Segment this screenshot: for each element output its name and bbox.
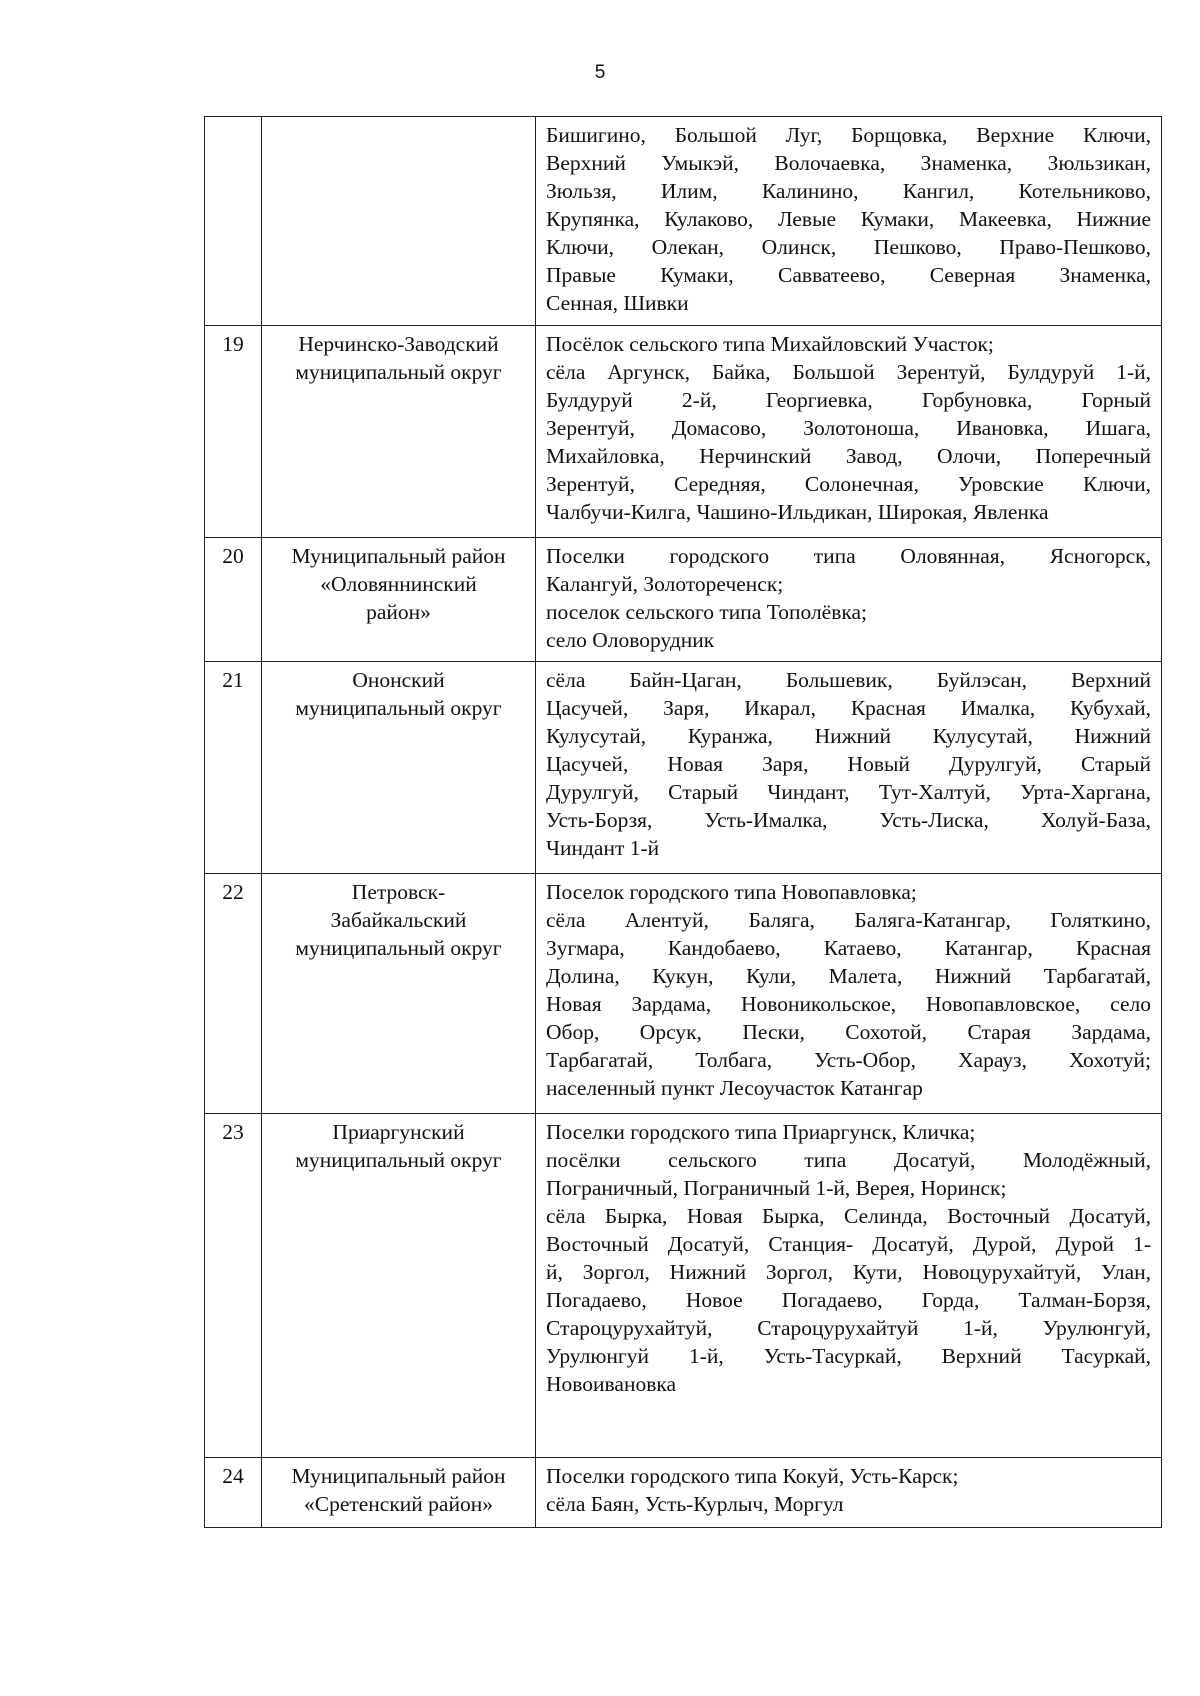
row-number: 20 (205, 538, 262, 662)
settlements-line: Поселки городского типа Приаргунск, Кличка; (546, 1120, 976, 1144)
settlements-line: Михайловка, Нерчинский Завод, Олочи, Поперечный (546, 444, 1151, 468)
table-row (205, 538, 1162, 662)
settlements-line: Крупянка, Кулаково, Левые Кумаки, Макеевка, Нижние (546, 207, 1151, 231)
municipality-name-line: муниципальный округ (295, 1148, 502, 1172)
settlements-line: Булдуруй 2-й, Георгиевка, Горбуновка, Горный (546, 388, 1151, 412)
municipality-name-line: «Оловяннинский (320, 572, 477, 596)
settlements-line: Цасучей, Новая Заря, Новый Дурулгуй, Старый (546, 752, 1151, 776)
row-number: 22 (205, 874, 262, 1114)
settlements-line: Погадаево, Новое Погадаево, Горда, Талман-Борзя, (546, 1288, 1151, 1312)
municipality-name (262, 662, 536, 874)
municipality-name-line: Петровск- (351, 880, 446, 904)
settlements-line: сёла Аргунск, Байка, Большой Зерентуй, Булдуруй 1-й, (546, 360, 1151, 384)
municipality-name (262, 538, 536, 662)
settlements-line: Посёлок сельского типа Михайловский Участок; (546, 332, 994, 356)
municipality-name-line: муниципальный округ (295, 696, 502, 720)
municipality-name-line: Ононский (352, 668, 445, 692)
settlements-list (536, 538, 1162, 662)
settlements-line: Урулюнгуй 1-й, Усть-Тасуркай, Верхний Тасуркай, (546, 1344, 1151, 1368)
settlements-line: й, Зоргол, Нижний Зоргол, Кути, Новоцурухайтуй, Улан, (546, 1260, 1151, 1284)
settlements-line: поселок сельского типа Тополёвка; (546, 600, 867, 624)
municipality-name (262, 1458, 536, 1528)
settlements-line: Зерентуй, Середняя, Солонечная, Уровские Ключи, (546, 472, 1151, 496)
table-row (205, 874, 1162, 1114)
settlements-line: Чалбучи-Килга, Чашино-Ильдикан, Широкая, Явленка (546, 500, 1049, 524)
settlements-line: село Оловорудник (546, 628, 715, 652)
settlements-line: посёлки сельского типа Досатуй, Молодёжный, (546, 1148, 1151, 1172)
settlements-line: Зерентуй, Домасово, Золотоноша, Ивановка, Ишага, (546, 416, 1151, 440)
settlements-line: Зюльзя, Илим, Калинино, Кангил, Котельниково, (546, 179, 1151, 203)
municipality-name-line: Муниципальный район (291, 544, 506, 568)
settlements-line: Новая Зардама, Новоникольское, Новопавловское, село (546, 992, 1151, 1016)
settlements-line: Кулусутай, Куранжа, Нижний Кулусутай, Нижний (546, 724, 1151, 748)
municipality-name-line: Приаргунский (332, 1120, 465, 1144)
settlements-line: Восточный Досатуй, Станция- Досатуй, Дурой, Дурой 1- (546, 1232, 1151, 1256)
settlements-line: Новоивановка (546, 1372, 677, 1396)
settlements-line: Сенная, Шивки (546, 291, 689, 315)
row-number: 23 (205, 1114, 262, 1458)
settlements-line: Долина, Кукун, Кули, Малета, Нижний Тарбагатай, (546, 964, 1151, 988)
municipality-name-line: муниципальный округ (295, 360, 502, 384)
settlements-line: Чиндант 1-й (546, 836, 660, 860)
settlements-line: Тарбагатай, Толбага, Усть-Обор, Харауз, Хохотуй; (546, 1048, 1151, 1072)
settlements-line: Поселок городского типа Новопавловка; (546, 880, 917, 904)
page-number: 5 (594, 62, 606, 83)
table-row (205, 117, 1162, 326)
municipality-name-line: Муниципальный район (291, 1464, 506, 1488)
settlements-line: Бишигино, Большой Луг, Борщовка, Верхние Ключи, (546, 123, 1151, 147)
settlements-line: Пограничный, Пограничный 1-й, Верея, Норинск; (546, 1176, 1007, 1200)
table-row (205, 1114, 1162, 1458)
municipality-name-line: Забайкальский (330, 908, 467, 932)
settlements-list (536, 1114, 1162, 1458)
settlements-line: населенный пункт Лесоучасток Катангар (546, 1076, 923, 1100)
settlements-line: Поселки городского типа Кокуй, Усть-Карск; (546, 1464, 959, 1488)
settlements-line: сёла Бырка, Новая Бырка, Селинда, Восточный Досатуй, (546, 1204, 1151, 1228)
settlements-line: Староцурухайтуй, Староцурухайтуй 1-й, Урулюнгуй, (546, 1316, 1151, 1340)
settlements-line: Усть-Борзя, Усть-Ималка, Усть-Лиска, Холуй-База, (546, 808, 1151, 832)
settlements-list (536, 326, 1162, 538)
settlements-line: сёла Баян, Усть-Курлыч, Моргул (546, 1492, 844, 1516)
settlements-line: сёла Алентуй, Баляга, Баляга-Катангар, Голяткино, (546, 908, 1151, 932)
settlements-list (536, 1458, 1162, 1528)
settlements-table (204, 116, 1162, 1528)
row-number: 19 (205, 326, 262, 538)
municipality-name (262, 117, 536, 326)
settlements-line: Зугмара, Кандобаево, Катаево, Катангар, Красная (546, 936, 1151, 960)
municipality-name (262, 874, 536, 1114)
municipality-name (262, 1114, 536, 1458)
settlements-list (536, 662, 1162, 874)
municipality-name-line: «Сретенский район» (303, 1492, 493, 1516)
table-row (205, 662, 1162, 874)
settlements-line: сёла Байн-Цаган, Большевик, Буйлэсан, Верхний (546, 668, 1151, 692)
settlements-line: Дурулгуй, Старый Чиндант, Тут-Халтуй, Урта-Харгана, (546, 780, 1151, 804)
settlements-list (536, 874, 1162, 1114)
municipality-name (262, 326, 536, 538)
table-row (205, 1458, 1162, 1528)
settlements-line: Ключи, Олекан, Олинск, Пешково, Право-Пешково, (546, 235, 1151, 259)
municipality-name-line: Нерчинско-Заводский (298, 332, 499, 356)
row-number (205, 117, 262, 326)
municipality-name-line: район» (366, 600, 431, 624)
settlements-list (536, 117, 1162, 326)
settlements-line: Калангуй, Золотореченск; (546, 572, 784, 596)
settlements-line: Обор, Орсук, Пески, Сохотой, Старая Зардама, (546, 1020, 1151, 1044)
settlements-line: Правые Кумаки, Савватеево, Северная Знаменка, (546, 263, 1151, 287)
row-number: 24 (205, 1458, 262, 1528)
settlements-line: Цасучей, Заря, Икарал, Красная Ималка, Кубухай, (546, 696, 1151, 720)
settlements-line: Поселки городского типа Оловянная, Ясногорск, (546, 544, 1151, 568)
settlements-line: Верхний Умыкэй, Волочаевка, Знаменка, Зюльзикан, (546, 151, 1151, 175)
municipality-name-line: муниципальный округ (295, 936, 502, 960)
table-row (205, 326, 1162, 538)
row-number: 21 (205, 662, 262, 874)
